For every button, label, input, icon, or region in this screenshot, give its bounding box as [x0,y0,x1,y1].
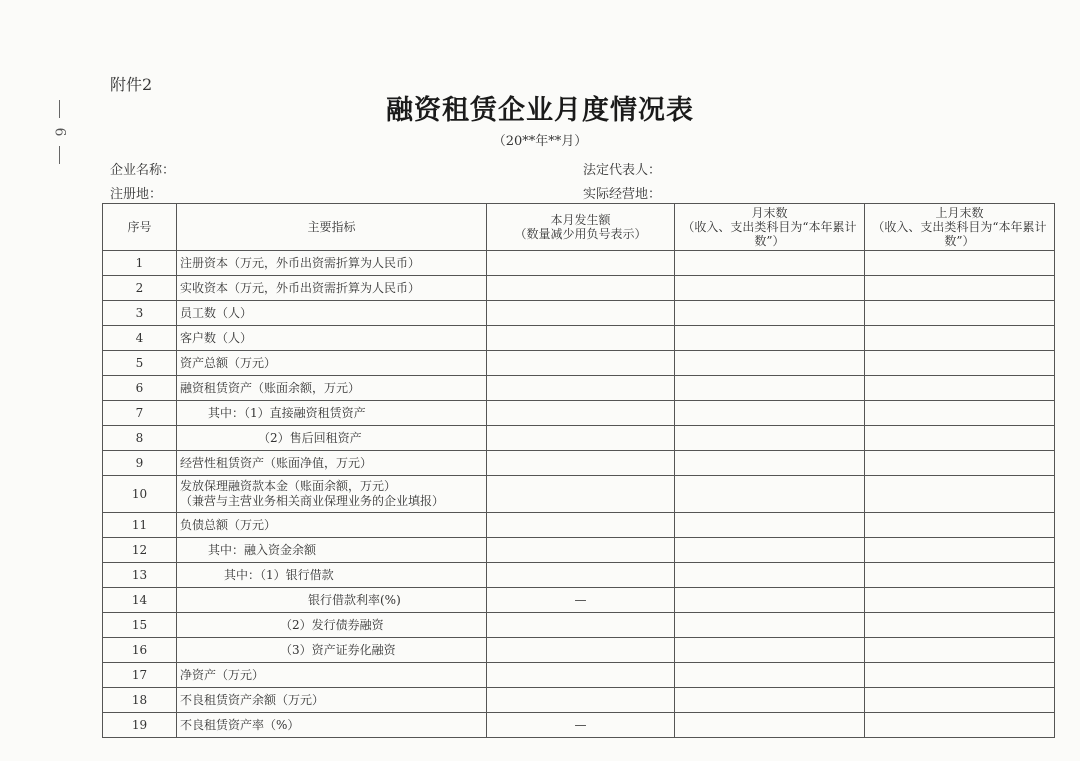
row-indicator [177,663,487,688]
cell-current[interactable] [487,251,675,276]
row-indicator [177,301,487,326]
row-indicator-label: 注册资本（万元，外币出资需折算为人民币） [180,255,421,270]
row-number: 7 [103,401,177,426]
cell-month-end[interactable] [675,538,865,563]
row-indicator-label: 净资产（万元） [180,667,265,682]
row-indicator [177,326,487,351]
col-header-current: 本月发生额 （数量减少用负号表示） [487,204,675,251]
cell-last-month-end[interactable] [865,563,1055,588]
cell-current[interactable] [487,326,675,351]
cell-month-end[interactable] [675,426,865,451]
row-number: 17 [103,663,177,688]
cell-current[interactable] [487,376,675,401]
table-row [103,351,1055,376]
cell-last-month-end[interactable] [865,513,1055,538]
table-row [103,563,1055,588]
row-indicator [177,276,487,301]
row-indicator-label: 负债总额（万元） [180,517,277,532]
row-indicator [177,713,487,738]
report-period: （20**年**月） [492,134,588,149]
row-number: 5 [103,351,177,376]
table-row [103,638,1055,663]
table-row [103,376,1055,401]
cell-last-month-end[interactable] [865,638,1055,663]
legal-rep-field: 法定代表人： [583,163,662,178]
row-indicator [177,376,487,401]
cell-month-end[interactable] [675,376,865,401]
cell-last-month-end[interactable] [865,276,1055,301]
row-number: 16 [103,638,177,663]
cell-month-end[interactable] [675,401,865,426]
row-number: 6 [103,376,177,401]
cell-current[interactable]: — [487,713,675,738]
row-indicator [177,538,487,563]
table-row [103,251,1055,276]
cell-last-month-end[interactable] [865,401,1055,426]
row-number: 11 [103,513,177,538]
cell-last-month-end[interactable] [865,351,1055,376]
row-indicator-label: （2）发行债券融资 [280,617,384,632]
row-indicator-label: 融资租赁资产（账面余额，万元） [180,380,361,395]
operating-place-field: 实际经营地： [583,187,662,202]
table-row [103,663,1055,688]
table-row [103,713,1055,738]
cell-month-end[interactable] [675,613,865,638]
table-row [103,401,1055,426]
cell-last-month-end[interactable] [865,613,1055,638]
cell-current[interactable] [487,513,675,538]
page-title: 融资租赁企业月度情况表 [386,95,694,126]
table-row [103,588,1055,613]
row-number: 2 [103,276,177,301]
row-indicator-label: （2）售后回租资产 [258,430,362,445]
row-indicator-label: 客户数（人） [180,330,253,345]
row-number: 4 [103,326,177,351]
row-indicator [177,588,487,613]
cell-current[interactable] [487,476,675,513]
cell-last-month-end[interactable] [865,476,1055,513]
row-indicator-label: 不良租赁资产余额（万元） [180,692,325,707]
table-row [103,538,1055,563]
cell-month-end[interactable] [675,663,865,688]
row-indicator-label: 其中：融入资金余额 [208,542,317,557]
cell-current[interactable] [487,538,675,563]
row-indicator-note: （兼营与主营业务相关商业保理业务的企业填报） [180,494,445,508]
row-indicator [177,513,487,538]
cell-current[interactable] [487,401,675,426]
table-header-row [103,204,1055,251]
row-number: 3 [103,301,177,326]
row-number: 19 [103,713,177,738]
row-indicator-label: 经营性租赁资产（账面净值，万元） [180,455,373,470]
col-header-no: 序号 [103,204,177,251]
cell-current[interactable] [487,613,675,638]
cell-last-month-end[interactable] [865,326,1055,351]
table-row [103,451,1055,476]
cell-current[interactable] [487,426,675,451]
cell-month-end[interactable] [675,476,865,513]
table-row [103,613,1055,638]
report-table [102,203,1055,738]
cell-current[interactable] [487,276,675,301]
row-indicator-label: 实收资本（万元，外币出资需折算为人民币） [180,280,421,295]
row-indicator [177,563,487,588]
cell-month-end[interactable] [675,251,865,276]
cell-month-end[interactable] [675,688,865,713]
row-number: 14 [103,588,177,613]
cell-last-month-end[interactable] [865,588,1055,613]
row-number: 12 [103,538,177,563]
cell-last-month-end[interactable] [865,688,1055,713]
cell-month-end[interactable] [675,326,865,351]
table-row [103,688,1055,713]
row-indicator [177,613,487,638]
table-row [103,513,1055,538]
cell-last-month-end[interactable] [865,301,1055,326]
row-number: 13 [103,563,177,588]
registered-place-field: 注册地： [110,187,163,202]
row-number: 15 [103,613,177,638]
row-number: 10 [103,476,177,513]
cell-month-end[interactable] [675,301,865,326]
cell-month-end[interactable] [675,513,865,538]
cell-current[interactable] [487,351,675,376]
col-header-indicator: 主要指标 [177,204,487,251]
cell-month-end[interactable] [675,351,865,376]
row-indicator [177,401,487,426]
cell-current[interactable] [487,301,675,326]
cell-last-month-end[interactable] [865,451,1055,476]
row-number: 9 [103,451,177,476]
cell-current[interactable]: — [487,588,675,613]
cell-month-end[interactable] [675,563,865,588]
row-indicator [177,426,487,451]
cell-current[interactable] [487,451,675,476]
table-row [103,301,1055,326]
cell-month-end[interactable] [675,588,865,613]
cell-last-month-end[interactable] [865,713,1055,738]
cell-current[interactable] [487,663,675,688]
row-number: 1 [103,251,177,276]
row-indicator [177,476,487,513]
attachment-label: 附件2 [110,75,153,94]
page-number: 6 [50,127,67,137]
company-name-field: 企业名称： [110,163,176,178]
row-indicator [177,688,487,713]
cell-last-month-end[interactable] [865,251,1055,276]
row-indicator-label: 其中：（1）直接融资租赁资产 [208,405,366,420]
row-indicator [177,638,487,663]
row-indicator-label: 其中：（1）银行借款 [224,567,334,582]
table-row [103,476,1055,513]
row-indicator [177,351,487,376]
row-indicator [177,451,487,476]
col-header-month-end: 月末数 （收入、支出类科目为“本年累计数”） [675,204,865,251]
row-indicator-label: 员工数（人） [180,305,253,320]
table-row [103,326,1055,351]
cell-month-end[interactable] [675,276,865,301]
row-number: 18 [103,688,177,713]
row-indicator-label: 资产总额（万元） [180,355,277,370]
cell-month-end[interactable] [675,713,865,738]
cell-current[interactable] [487,688,675,713]
row-indicator-label: 银行借款利率(%) [308,592,401,607]
cell-last-month-end[interactable] [865,376,1055,401]
row-indicator [177,251,487,276]
cell-month-end[interactable] [675,638,865,663]
row-indicator-label: 发放保理融资款本金（账面余额，万元） [180,479,397,493]
cell-last-month-end[interactable] [865,426,1055,451]
cell-current[interactable] [487,563,675,588]
cell-month-end[interactable] [675,451,865,476]
table-row [103,426,1055,451]
row-indicator-label: （3）资产证券化融资 [280,642,396,657]
row-indicator-label: 不良租赁资产率（%） [180,717,300,732]
row-number: 8 [103,426,177,451]
cell-last-month-end[interactable] [865,663,1055,688]
col-header-last-month-end: 上月末数 （收入、支出类科目为“本年累计数”） [865,204,1055,251]
cell-current[interactable] [487,638,675,663]
table-row [103,276,1055,301]
cell-last-month-end[interactable] [865,538,1055,563]
